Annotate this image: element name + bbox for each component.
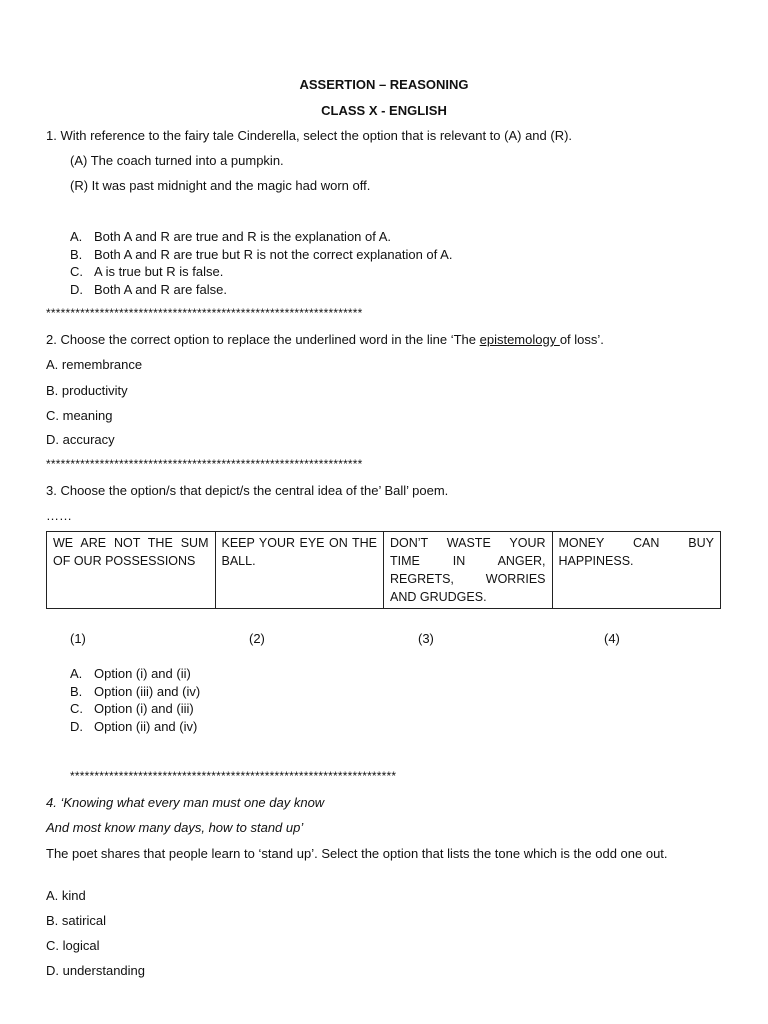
q1-option-c bbox=[70, 264, 223, 279]
option-marker: A. bbox=[70, 666, 83, 681]
option-text: Option (i) and (ii) bbox=[94, 666, 191, 681]
q3-number-3: (3) bbox=[418, 631, 434, 646]
q2-prompt-end: of loss’. bbox=[559, 332, 604, 347]
q2-option-c: C. meaning bbox=[46, 408, 113, 423]
option-text: Option (i) and (iii) bbox=[94, 701, 194, 716]
q1-option-b bbox=[70, 247, 452, 262]
q2-option-b: B. productivity bbox=[46, 383, 128, 398]
option-marker: C. bbox=[70, 701, 83, 716]
q4-option-c: C. logical bbox=[46, 938, 100, 953]
q1-assertion: (A) The coach turned into a pumpkin. bbox=[70, 153, 284, 168]
q3-option-a bbox=[70, 666, 191, 681]
table-cell: DON’T WASTE YOUR TIME IN ANGER, REGRETS, WORRIES AND GRUDGES. bbox=[384, 532, 553, 609]
q4-quote-line-1: 4. ‘Knowing what every man must one day know bbox=[46, 795, 325, 810]
separator-stars: ***************************************************************** bbox=[46, 306, 363, 320]
separator-stars: ***************************************************************** bbox=[46, 457, 363, 471]
q2-option-d: D. accuracy bbox=[46, 432, 115, 447]
table-cell: MONEY CAN BUY HAPPINESS. bbox=[552, 532, 721, 609]
q3-options-table bbox=[46, 531, 721, 609]
option-marker: D. bbox=[70, 719, 83, 734]
q3-prompt: 3. Choose the option/s that depict/s the central idea of the’ Ball’ poem. bbox=[46, 483, 449, 498]
q2-prompt bbox=[46, 332, 604, 347]
option-text: Both A and R are true and R is the explanation of A. bbox=[94, 229, 392, 244]
q4-option-a: A. kind bbox=[46, 888, 86, 903]
option-marker: B. bbox=[70, 247, 83, 262]
option-text: Both A and R are false. bbox=[94, 282, 227, 297]
q3-ellipsis: …… bbox=[46, 508, 72, 523]
q2-prompt-start: 2. Choose the correct option to replace the underlined word in the line ‘The bbox=[46, 332, 480, 347]
q3-number-2: (2) bbox=[249, 631, 265, 646]
q1-option-a bbox=[70, 229, 391, 244]
q1-reason: (R) It was past midnight and the magic had worn off. bbox=[70, 178, 371, 193]
option-text: Option (iii) and (iv) bbox=[94, 684, 201, 699]
separator-stars: ******************************************************************* bbox=[70, 769, 397, 783]
option-text: Both A and R are true but R is not the correct explanation of A. bbox=[94, 247, 453, 262]
table-cell: WE ARE NOT THE SUM OF OUR POSSESSIONS bbox=[47, 532, 216, 609]
option-text: A is true but R is false. bbox=[94, 264, 224, 279]
q2-underlined-word: epistemology bbox=[479, 332, 560, 347]
q3-option-d bbox=[70, 719, 197, 734]
q4-quote-line-2: And most know many days, how to stand up’ bbox=[46, 820, 304, 835]
q4-option-d: D. understanding bbox=[46, 963, 146, 978]
q1-prompt: 1. With reference to the fairy tale Cinderella, select the option that is relevant to (A) and (R). bbox=[46, 128, 573, 143]
q4-prompt: The poet shares that people learn to ‘stand up’. Select the option that lists the tone which is the odd one out. bbox=[46, 846, 668, 861]
option-text: Option (ii) and (iv) bbox=[94, 719, 198, 734]
page-title: ASSERTION – REASONING bbox=[299, 77, 469, 92]
q3-option-b bbox=[70, 684, 200, 699]
q2-option-a: A. remembrance bbox=[46, 357, 143, 372]
q1-option-d bbox=[70, 282, 227, 297]
option-marker: D. bbox=[70, 282, 83, 297]
q4-option-b: B. satirical bbox=[46, 913, 106, 928]
table-row bbox=[47, 532, 721, 609]
q3-number-1: (1) bbox=[70, 631, 86, 646]
option-marker: C. bbox=[70, 264, 83, 279]
option-marker: A. bbox=[70, 229, 83, 244]
q3-number-4: (4) bbox=[604, 631, 620, 646]
option-marker: B. bbox=[70, 684, 83, 699]
table-cell: KEEP YOUR EYE ON THE BALL. bbox=[215, 532, 384, 609]
q3-option-c bbox=[70, 701, 194, 716]
page-subtitle: CLASS X - ENGLISH bbox=[321, 103, 447, 118]
